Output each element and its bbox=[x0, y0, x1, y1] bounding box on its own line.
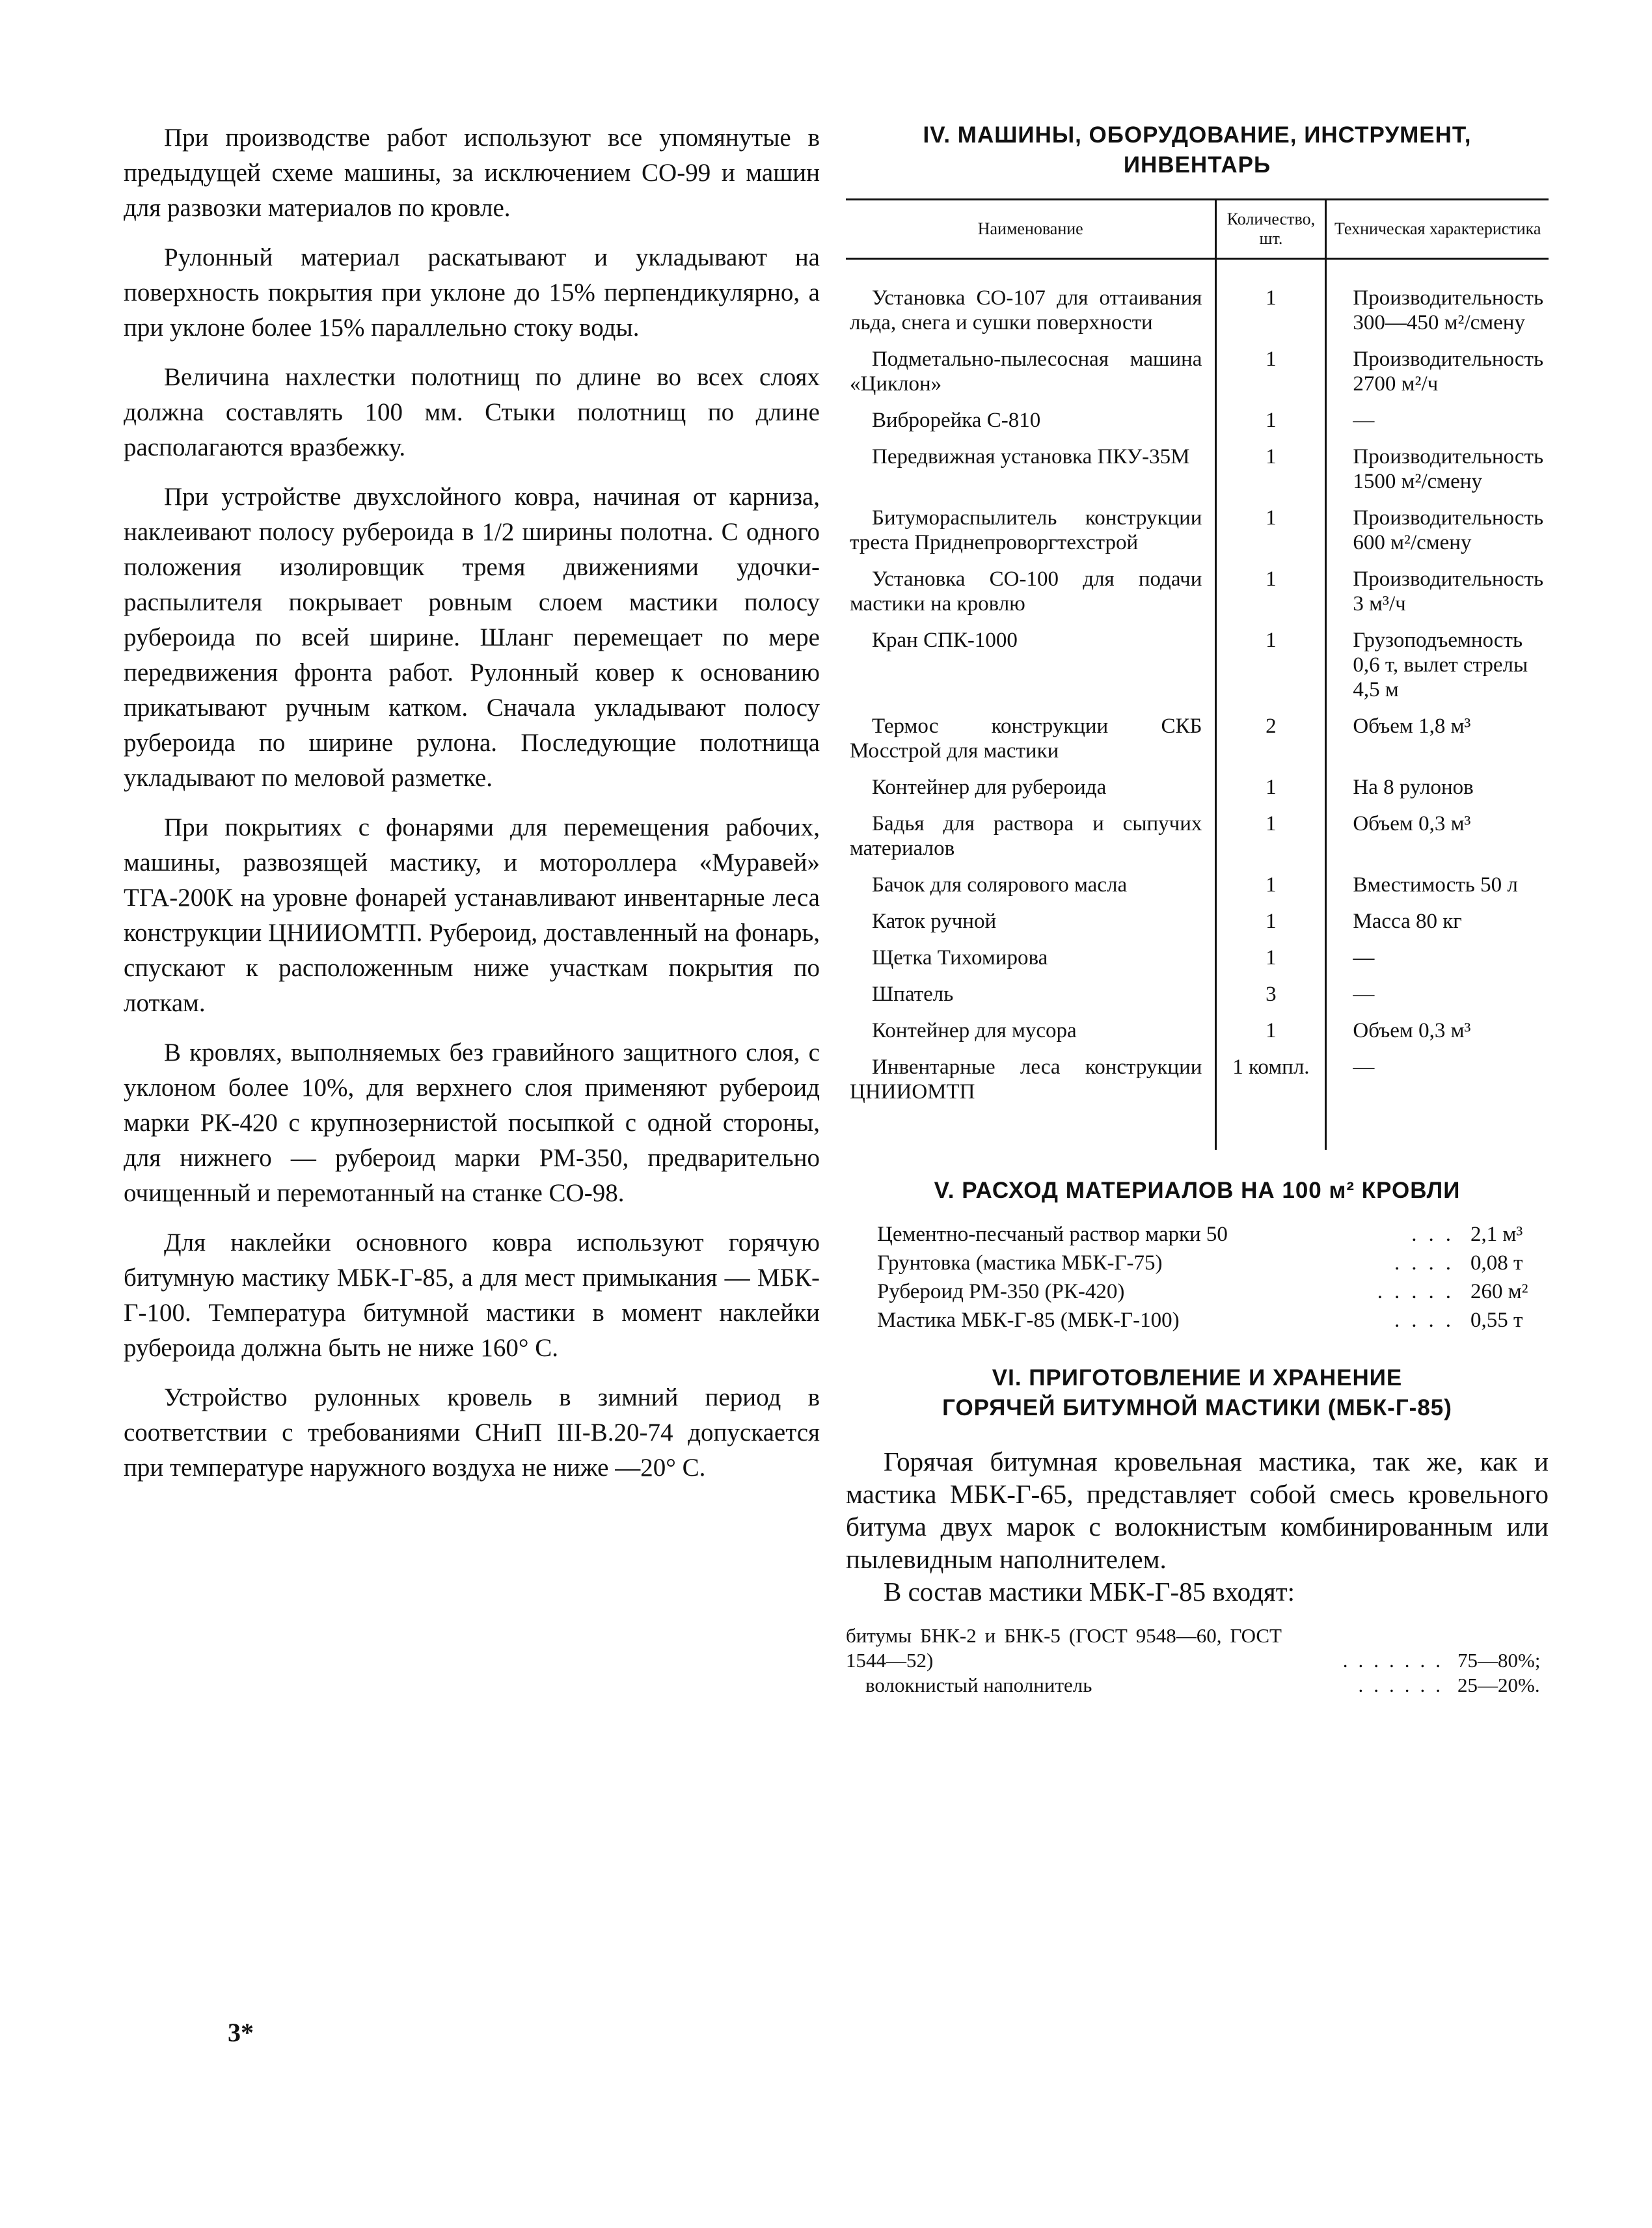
component-name: волокнистый наполнитель bbox=[865, 1674, 1092, 1696]
table-row bbox=[846, 624, 1549, 710]
material-value: 0,08 т bbox=[1470, 1251, 1523, 1275]
section4-title-line2: ИНВЕНТАРЬ bbox=[1123, 152, 1271, 178]
row-tech: На 8 рулонов bbox=[1353, 776, 1474, 799]
section6-title-line1: VI. ПРИГОТОВЛЕНИЕ И ХРАНЕНИЕ bbox=[992, 1365, 1403, 1391]
row-tech: Производительность 600 м²/смену bbox=[1353, 506, 1543, 554]
row-name: Бадья для раствора и сыпучих материалов bbox=[850, 812, 1202, 860]
paragraph: В кровлях, выполняемых без гравийного защитного слоя, с уклоном более 10%, для верхнего слоя применяют рубероид марки РК-420 с крупнозернистой посыпкой с одной стороны, для нижнего — рубероид марки РМ-350, предварительно очищенный и перемотанный на станке СО-98. bbox=[124, 1039, 820, 1207]
material-name: Рубероид РМ-350 (РК-420) bbox=[877, 1280, 1125, 1303]
section5-title: V. РАСХОД МАТЕРИАЛОВ НА 100 м² КРОВЛИ bbox=[934, 1178, 1461, 1203]
row-qty: 3 bbox=[1216, 978, 1326, 1014]
row-tech: Масса 80 кг bbox=[1353, 910, 1462, 933]
material-value: 2,1 м³ bbox=[1470, 1223, 1523, 1246]
table-row bbox=[846, 869, 1549, 905]
composition-list bbox=[846, 1623, 1549, 1698]
paragraph: В состав мастики МБК-Г-85 входят: bbox=[884, 1577, 1295, 1607]
row-name: Установка СО-107 для оттаивания льда, снега и сушки поверхности bbox=[850, 286, 1202, 334]
section4-title-line1: IV. МАШИНЫ, ОБОРУДОВАНИЕ, ИНСТРУМЕНТ, bbox=[923, 122, 1472, 148]
header-qty: Количество, шт. bbox=[1216, 200, 1326, 259]
row-qty: 1 bbox=[1216, 343, 1326, 404]
table-row bbox=[846, 1051, 1549, 1150]
leader-dots: .... bbox=[1394, 1309, 1463, 1332]
page-number: 3* bbox=[228, 2018, 254, 2047]
table-row bbox=[846, 563, 1549, 624]
list-item bbox=[846, 1673, 1549, 1698]
row-qty: 1 bbox=[1216, 563, 1326, 624]
row-qty: 1 bbox=[1216, 942, 1326, 978]
list-item bbox=[846, 1623, 1549, 1673]
row-name: Каток ручной bbox=[872, 910, 997, 933]
row-tech: Производительность 1500 м²/смену bbox=[1353, 445, 1543, 493]
table-row bbox=[846, 905, 1549, 942]
table-header-row bbox=[846, 200, 1549, 259]
row-qty: 1 bbox=[1216, 771, 1326, 808]
list-item bbox=[877, 1277, 1549, 1306]
row-name: Бачок для солярового масла bbox=[872, 873, 1128, 897]
table-row bbox=[846, 441, 1549, 502]
row-qty: 1 bbox=[1216, 502, 1326, 563]
row-tech: Объем 0,3 м³ bbox=[1353, 1019, 1471, 1042]
header-name: Наименование bbox=[846, 200, 1216, 259]
row-name: Контейнер для рубероида bbox=[872, 776, 1107, 799]
row-name: Передвижная установка ПКУ-35М bbox=[872, 445, 1190, 469]
table-row bbox=[846, 1014, 1549, 1051]
paragraph: При производстве работ используют все упомянутые в предыдущей схеме машины, за исключением СО-99 и машин для развозки материалов по кровле. bbox=[124, 124, 820, 222]
table-row bbox=[846, 771, 1549, 808]
materials-list bbox=[877, 1220, 1549, 1335]
row-qty: 1 bbox=[1216, 404, 1326, 441]
table-row bbox=[846, 502, 1549, 563]
row-qty: 1 bbox=[1216, 808, 1326, 869]
material-value: 0,55 т bbox=[1470, 1309, 1523, 1332]
row-qty: 1 компл. bbox=[1216, 1051, 1326, 1150]
row-qty: 1 bbox=[1216, 869, 1326, 905]
header-tech: Техническая характеристика bbox=[1326, 200, 1549, 259]
leader-dots: .... bbox=[1394, 1251, 1463, 1275]
table-row bbox=[846, 808, 1549, 869]
right-column bbox=[846, 120, 1549, 1698]
list-item bbox=[877, 1220, 1549, 1249]
material-name: Мастика МБК-Г-85 (МБК-Г-100) bbox=[877, 1309, 1180, 1332]
row-tech: Производительность 2700 м²/ч bbox=[1353, 347, 1543, 396]
paragraph: Устройство рулонных кровель в зимний период в соответствии с требованиями СНиП III-В.20-74 допускается при температуре наружного воздуха не ниже —20° С. bbox=[124, 1383, 820, 1482]
table-spacer bbox=[846, 259, 1549, 282]
paragraph: Горячая битумная кровельная мастика, так же, как и мастика МБК-Г-65, представляет собой смесь кровельного битума двух марок с волокнистым комбинированным или пылевидным наполнителем. bbox=[846, 1447, 1549, 1574]
left-column bbox=[124, 120, 820, 1500]
table-row bbox=[846, 343, 1549, 404]
row-name: Контейнер для мусора bbox=[872, 1019, 1077, 1042]
table-row bbox=[846, 282, 1549, 343]
row-tech: — bbox=[1353, 409, 1375, 432]
row-tech: Производительность 3 м³/ч bbox=[1353, 567, 1543, 616]
table-row bbox=[846, 404, 1549, 441]
equipment-table bbox=[846, 198, 1549, 1150]
row-tech: Вместимость 50 л bbox=[1353, 873, 1518, 897]
row-name: Битуморaспылитель конструкции треста Приднепроворгтехстрой bbox=[850, 506, 1202, 554]
row-tech: — bbox=[1353, 983, 1375, 1006]
component-value: 25—20%. bbox=[1457, 1674, 1540, 1696]
row-name: Установка СО-100 для подачи мастики на кровлю bbox=[850, 567, 1202, 616]
row-name: Шпатель bbox=[872, 983, 954, 1006]
list-item bbox=[877, 1306, 1549, 1335]
table-row bbox=[846, 978, 1549, 1014]
table-row bbox=[846, 942, 1549, 978]
paragraph: При покрытиях с фонарями для перемещения рабочих, машины, развозящей мастику, и мотороллера «Муравей» ТГА-200К на уровне фонарей устанавливают инвентарные леса конструкции ЦНИИОМТП. Рубероид, доставленный на фонарь, спускают к расположенным ниже участкам покрытия по лоткам. bbox=[124, 813, 820, 1017]
material-name: Цементно-песчаный раствор марки 50 bbox=[877, 1223, 1228, 1246]
row-qty: 2 bbox=[1216, 710, 1326, 771]
component-value: 75—80%; bbox=[1457, 1649, 1541, 1672]
row-name: Подметально-пылесосная машина «Циклон» bbox=[850, 347, 1202, 396]
section6-text bbox=[846, 1445, 1549, 1608]
section6 bbox=[846, 1363, 1549, 1698]
leader-dots: ..... bbox=[1377, 1280, 1463, 1303]
section4-heading bbox=[846, 120, 1549, 180]
paragraph: Для наклейки основного ковра используют горячую битумную мастику МБК-Г-85, а для мест примыкания — МБК-Г-100. Температура битумной мастики в момент наклейки рубероида должна быть не ниже 160° С. bbox=[124, 1229, 820, 1362]
table-row bbox=[846, 710, 1549, 771]
row-qty: 1 bbox=[1216, 441, 1326, 502]
row-qty: 1 bbox=[1216, 905, 1326, 942]
section5 bbox=[846, 1176, 1549, 1335]
row-tech: — bbox=[1353, 1055, 1375, 1079]
row-name: Кран СПК-1000 bbox=[872, 629, 1018, 652]
row-qty: 1 bbox=[1216, 282, 1326, 343]
paragraph: При устройстве двухслойного ковра, начиная от карниза, наклеивают полосу рубероида в 1/2 ширины полотна. С одного положения изолировщик тремя движениями удочки-распылителя покрывает ровным слоем мастики полосу рубероида по всей ширине. Шланг перемещает по мере передвижения фронта работ. Рулонный ковер к основанию прикатывают ручным катком. Сначала укладывают полосу рубероида по ширине рулона. Последующие полотнища укладывают по меловой разметке. bbox=[124, 483, 820, 792]
row-name: Инвентарные леса конструкции ЦНИИОМТП bbox=[850, 1055, 1202, 1104]
row-tech: Объем 1,8 м³ bbox=[1353, 714, 1471, 738]
leader-dots: ... bbox=[1411, 1223, 1463, 1246]
row-qty: 1 bbox=[1216, 1014, 1326, 1051]
list-item bbox=[877, 1249, 1549, 1277]
row-tech: Грузоподъемность 0,6 т, вылет стрелы 4,5 м bbox=[1353, 629, 1528, 701]
row-tech: — bbox=[1353, 946, 1375, 970]
row-qty: 1 bbox=[1216, 624, 1326, 710]
section6-title-line2: ГОРЯЧЕЙ БИТУМНОЙ МАСТИКИ (МБК-Г-85) bbox=[942, 1395, 1452, 1420]
row-name: Виброрейка С-810 bbox=[872, 409, 1041, 432]
row-name: Щетка Тихомирова bbox=[872, 946, 1048, 970]
row-name: Термос конструкции СКБ Мосстрой для мастики bbox=[850, 714, 1202, 763]
paragraph: Рулонный материал раскатывают и укладывают на поверхность покрытия при уклоне до 15% перпендикулярно, а при уклоне более 15% параллельно стоку воды. bbox=[124, 243, 820, 342]
component-name: битумы БНК-2 и БНК-5 (ГОСТ 9548—60, ГОСТ 1544—52) bbox=[846, 1624, 1282, 1672]
row-tech: Производительность 300—450 м²/смену bbox=[1353, 286, 1543, 334]
row-tech: Объем 0,3 м³ bbox=[1353, 812, 1471, 836]
material-value: 260 м² bbox=[1470, 1280, 1528, 1303]
leader-dots: ....... bbox=[1342, 1649, 1451, 1672]
material-name: Грунтовка (мастика МБК-Г-75) bbox=[877, 1251, 1163, 1275]
paragraph: Величина нахлестки полотнищ по длине во всех слоях должна составлять 100 мм. Стыки полотнищ по длине располагаются вразбежку. bbox=[124, 363, 820, 461]
leader-dots: ...... bbox=[1358, 1674, 1451, 1696]
